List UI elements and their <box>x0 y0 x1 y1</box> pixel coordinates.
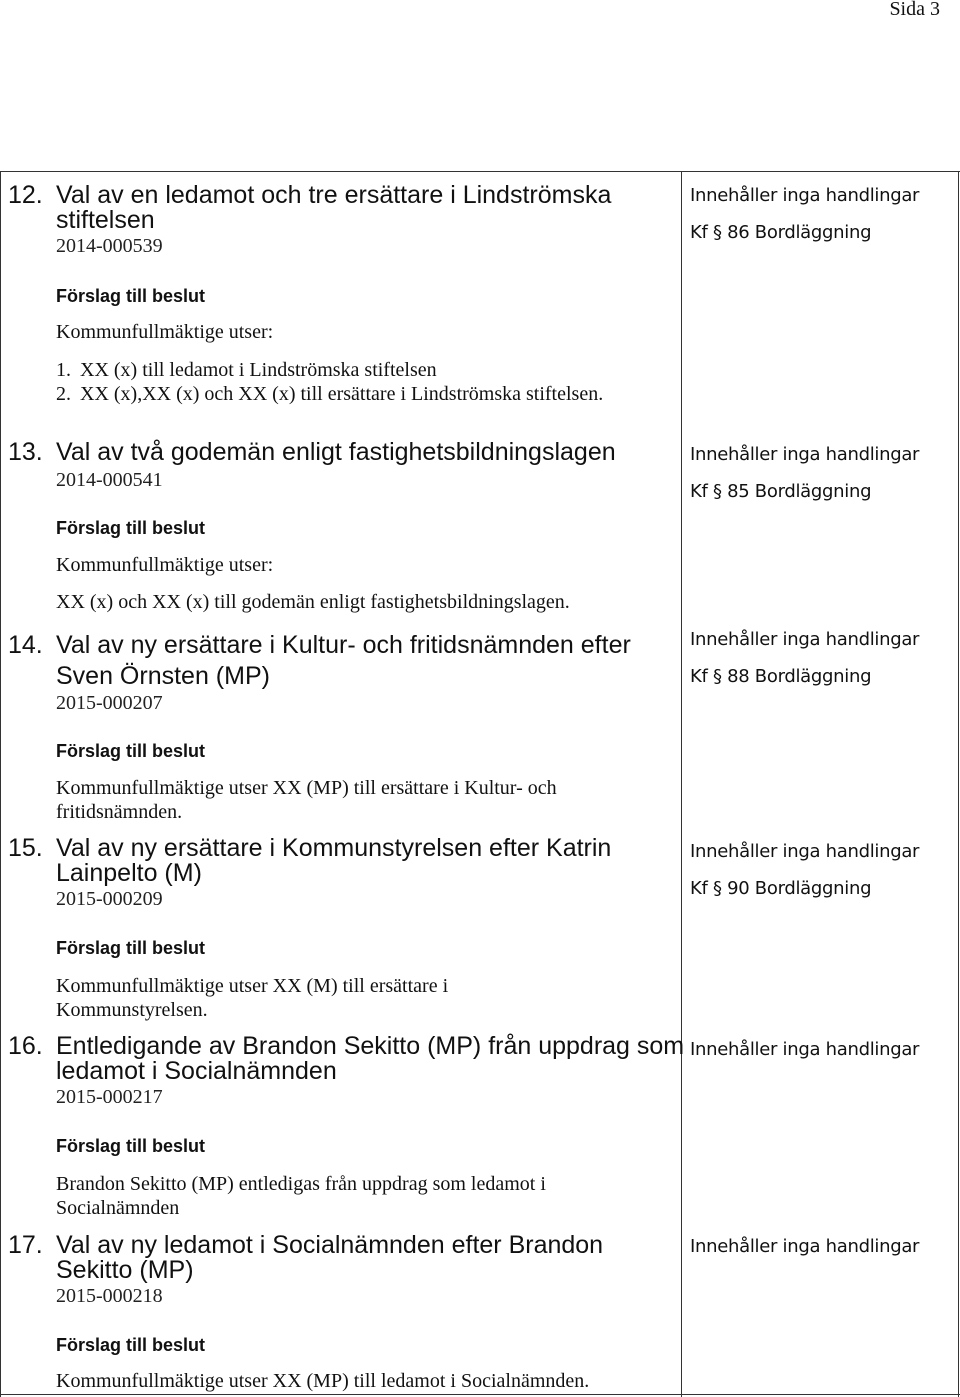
table-top-border <box>0 171 960 172</box>
table-left-border <box>0 171 1 1397</box>
proposal-heading: Förslag till beslut <box>56 286 206 306</box>
item-status <box>690 621 950 695</box>
table-right-border <box>958 171 959 1397</box>
case-number: 2014-000539 <box>56 235 163 257</box>
item-number: 17. <box>8 1231 43 1259</box>
item-title: Val av ny ersättare i Kommunstyrelsen efter Katrin Lainpelto (M) <box>56 834 612 887</box>
decision-list <box>56 358 676 406</box>
proposal-heading: Förslag till beslut <box>56 1335 206 1355</box>
case-number: 2015-000218 <box>56 1285 163 1307</box>
case-number: 2015-000207 <box>56 692 163 714</box>
reference-text: Kf § 86 Bordläggning <box>690 222 872 243</box>
proposal-heading: Förslag till beslut <box>56 741 206 761</box>
case-number: 2014-000541 <box>56 469 163 491</box>
status-text: Innehåller inga handlingar <box>690 185 920 206</box>
status-text: Innehåller inga handlingar <box>690 1039 920 1060</box>
status-text: Innehåller inga handlingar <box>690 841 920 862</box>
item-status <box>690 1228 950 1265</box>
status-text: Innehåller inga handlingar <box>690 1236 920 1257</box>
case-number: 2015-000209 <box>56 888 163 910</box>
item-number: 15. <box>8 834 43 862</box>
decision-text: Kommunfullmäktige utser XX (M) till ersättare i Kommunstyrelsen. <box>56 975 449 1021</box>
list-item: 1. XX (x) till ledamot i Lindströmska stiftelsen <box>56 359 437 381</box>
item-number: 14. <box>8 631 43 659</box>
decision-intro: Kommunfullmäktige utser: <box>56 321 274 343</box>
proposal-heading: Förslag till beslut <box>56 1136 206 1156</box>
item-status <box>690 436 950 510</box>
item-title: Val av en ledamot och tre ersättare i Lindströmska stiftelsen <box>56 181 612 234</box>
decision-text: Kommunfullmäktige utser XX (MP) till ersättare i Kultur- och fritidsnämnden. <box>56 777 557 823</box>
decision-text: Kommunfullmäktige utser XX (MP) till ledamot i Socialnämnden. <box>56 1370 590 1392</box>
status-text: Innehåller inga handlingar <box>690 629 920 650</box>
item-title: Entledigande av Brandon Sekitto (MP) från uppdrag som ledamot i Socialnämnden <box>56 1032 685 1085</box>
case-number: 2015-000217 <box>56 1086 163 1108</box>
proposal-heading: Förslag till beslut <box>56 518 206 538</box>
page-number: Sida 3 <box>889 0 940 20</box>
item-status <box>690 1031 950 1068</box>
item-status <box>690 177 950 251</box>
table-column-divider <box>681 171 682 1397</box>
item-title: Val av ny ersättare i Kultur- och fritidsnämnden efter Sven Örnsten (MP) <box>56 631 631 690</box>
decision-text: Brandon Sekitto (MP) entledigas från uppdrag som ledamot i Socialnämnden <box>56 1173 546 1219</box>
proposal-heading: Förslag till beslut <box>56 938 206 958</box>
item-number: 12. <box>8 181 43 209</box>
item-number: 13. <box>8 438 43 466</box>
item-title: Val av två godemän enligt fastighetsbildningslagen <box>56 438 616 466</box>
item-status <box>690 833 950 907</box>
decision-text: XX (x) och XX (x) till godemän enligt fastighetsbildningslagen. <box>56 591 570 613</box>
item-title: Val av ny ledamot i Socialnämnden efter Brandon Sekitto (MP) <box>56 1231 604 1284</box>
reference-text: Kf § 90 Bordläggning <box>690 878 872 899</box>
item-number: 16. <box>8 1032 43 1060</box>
decision-intro: Kommunfullmäktige utser: <box>56 554 274 576</box>
reference-text: Kf § 88 Bordläggning <box>690 666 872 687</box>
status-text: Innehåller inga handlingar <box>690 444 920 465</box>
reference-text: Kf § 85 Bordläggning <box>690 481 872 502</box>
table-bottom-border <box>0 1394 960 1395</box>
list-item: 2. XX (x),XX (x) och XX (x) till ersättare i Lindströmska stiftelsen. <box>56 383 604 405</box>
